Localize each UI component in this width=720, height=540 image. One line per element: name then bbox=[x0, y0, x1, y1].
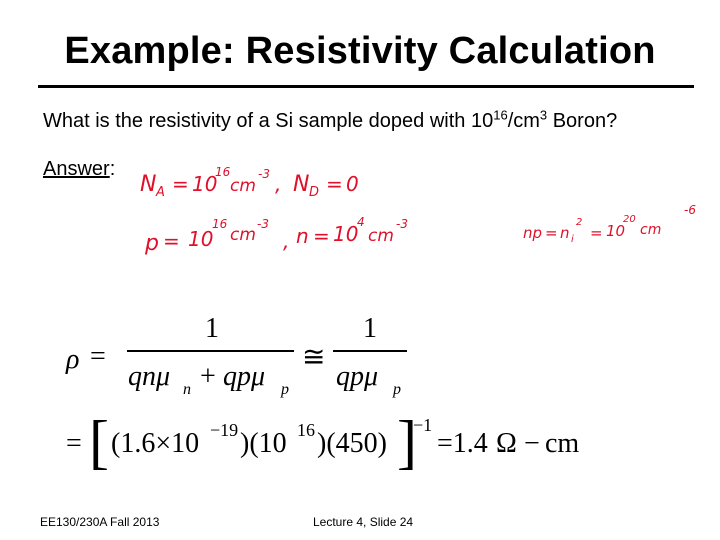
rho-symbol: ρ bbox=[66, 344, 80, 375]
svg-text:−1: −1 bbox=[413, 415, 433, 435]
svg-text:-6: -6 bbox=[684, 203, 696, 217]
svg-text:=: = bbox=[313, 224, 330, 248]
svg-text:=: = bbox=[545, 224, 558, 242]
svg-text:=: = bbox=[66, 428, 82, 459]
svg-text:cm: cm bbox=[368, 226, 394, 246]
svg-text:16: 16 bbox=[297, 420, 315, 440]
svg-text:cm: cm bbox=[230, 176, 256, 196]
svg-text:−: − bbox=[524, 428, 540, 459]
answer-label: Answer: bbox=[43, 158, 116, 180]
svg-text:n: n bbox=[560, 224, 570, 242]
svg-text:,: , bbox=[283, 229, 290, 253]
svg-text:i: i bbox=[571, 234, 574, 245]
svg-text:-3: -3 bbox=[396, 217, 408, 231]
svg-text:10: 10 bbox=[606, 222, 626, 240]
svg-text:n: n bbox=[296, 224, 309, 248]
footer-course: EE130/230A Fall 2013 bbox=[40, 515, 160, 529]
svg-text:D: D bbox=[309, 185, 320, 200]
svg-text:=: = bbox=[172, 172, 189, 196]
slide-title: Example: Resistivity Calculation bbox=[64, 30, 656, 72]
equals-sign-1: = bbox=[90, 341, 106, 372]
svg-text:N: N bbox=[140, 172, 157, 197]
svg-text:+: + bbox=[200, 361, 216, 392]
svg-text:cm: cm bbox=[640, 222, 662, 238]
numerator-2: 1 bbox=[363, 313, 377, 344]
svg-text:(1.6×10: (1.6×10 bbox=[111, 428, 200, 459]
svg-text:10: 10 bbox=[192, 172, 218, 196]
svg-text:qpμ: qpμ bbox=[336, 361, 379, 392]
svg-text:-3: -3 bbox=[258, 167, 270, 181]
svg-text:A: A bbox=[156, 185, 165, 200]
svg-text:−19: −19 bbox=[210, 420, 239, 440]
approx-sign: ≅ bbox=[302, 342, 326, 373]
svg-text:p: p bbox=[145, 231, 159, 256]
svg-text:qnμ: qnμ bbox=[128, 361, 171, 392]
svg-text:)(10: )(10 bbox=[240, 428, 287, 459]
svg-text:,: , bbox=[275, 172, 282, 196]
svg-text:=: = bbox=[163, 229, 180, 253]
svg-text:N: N bbox=[293, 172, 310, 197]
svg-text:cm: cm bbox=[230, 225, 256, 245]
svg-text:=: = bbox=[590, 224, 603, 242]
svg-text:20: 20 bbox=[623, 214, 636, 225]
denominator-2 bbox=[336, 361, 401, 398]
svg-text:10: 10 bbox=[188, 227, 214, 251]
svg-text:16: 16 bbox=[215, 165, 231, 179]
numerator-1: 1 bbox=[205, 313, 219, 344]
question-text: What is the resistivity of a Si sample doped with $10^{16}/cm^3$ Boron? bbox=[43, 107, 618, 132]
svg-text:=1.4: =1.4 bbox=[437, 428, 488, 459]
svg-text:-3: -3 bbox=[257, 217, 269, 231]
svg-text:cm: cm bbox=[545, 428, 580, 459]
svg-text:np: np bbox=[523, 224, 543, 242]
svg-text:)(450): )(450) bbox=[317, 428, 387, 459]
svg-text:=: = bbox=[326, 172, 343, 196]
equation-line-2 bbox=[66, 409, 579, 475]
svg-text:n: n bbox=[183, 381, 191, 398]
footer-slide-number: Lecture 4, Slide 24 bbox=[313, 515, 414, 529]
svg-text:2: 2 bbox=[576, 217, 583, 228]
svg-text:Ω: Ω bbox=[496, 428, 517, 459]
denominator-1 bbox=[128, 361, 289, 398]
svg-text:p: p bbox=[393, 381, 401, 398]
svg-text:16: 16 bbox=[212, 217, 228, 231]
svg-text:10: 10 bbox=[333, 222, 359, 246]
svg-text:4: 4 bbox=[357, 215, 365, 229]
svg-text:0: 0 bbox=[346, 172, 359, 196]
svg-text:qpμ: qpμ bbox=[223, 361, 266, 392]
svg-text:p: p bbox=[281, 381, 289, 398]
svg-text:]: ] bbox=[397, 409, 417, 475]
svg-text:[: [ bbox=[89, 409, 109, 475]
